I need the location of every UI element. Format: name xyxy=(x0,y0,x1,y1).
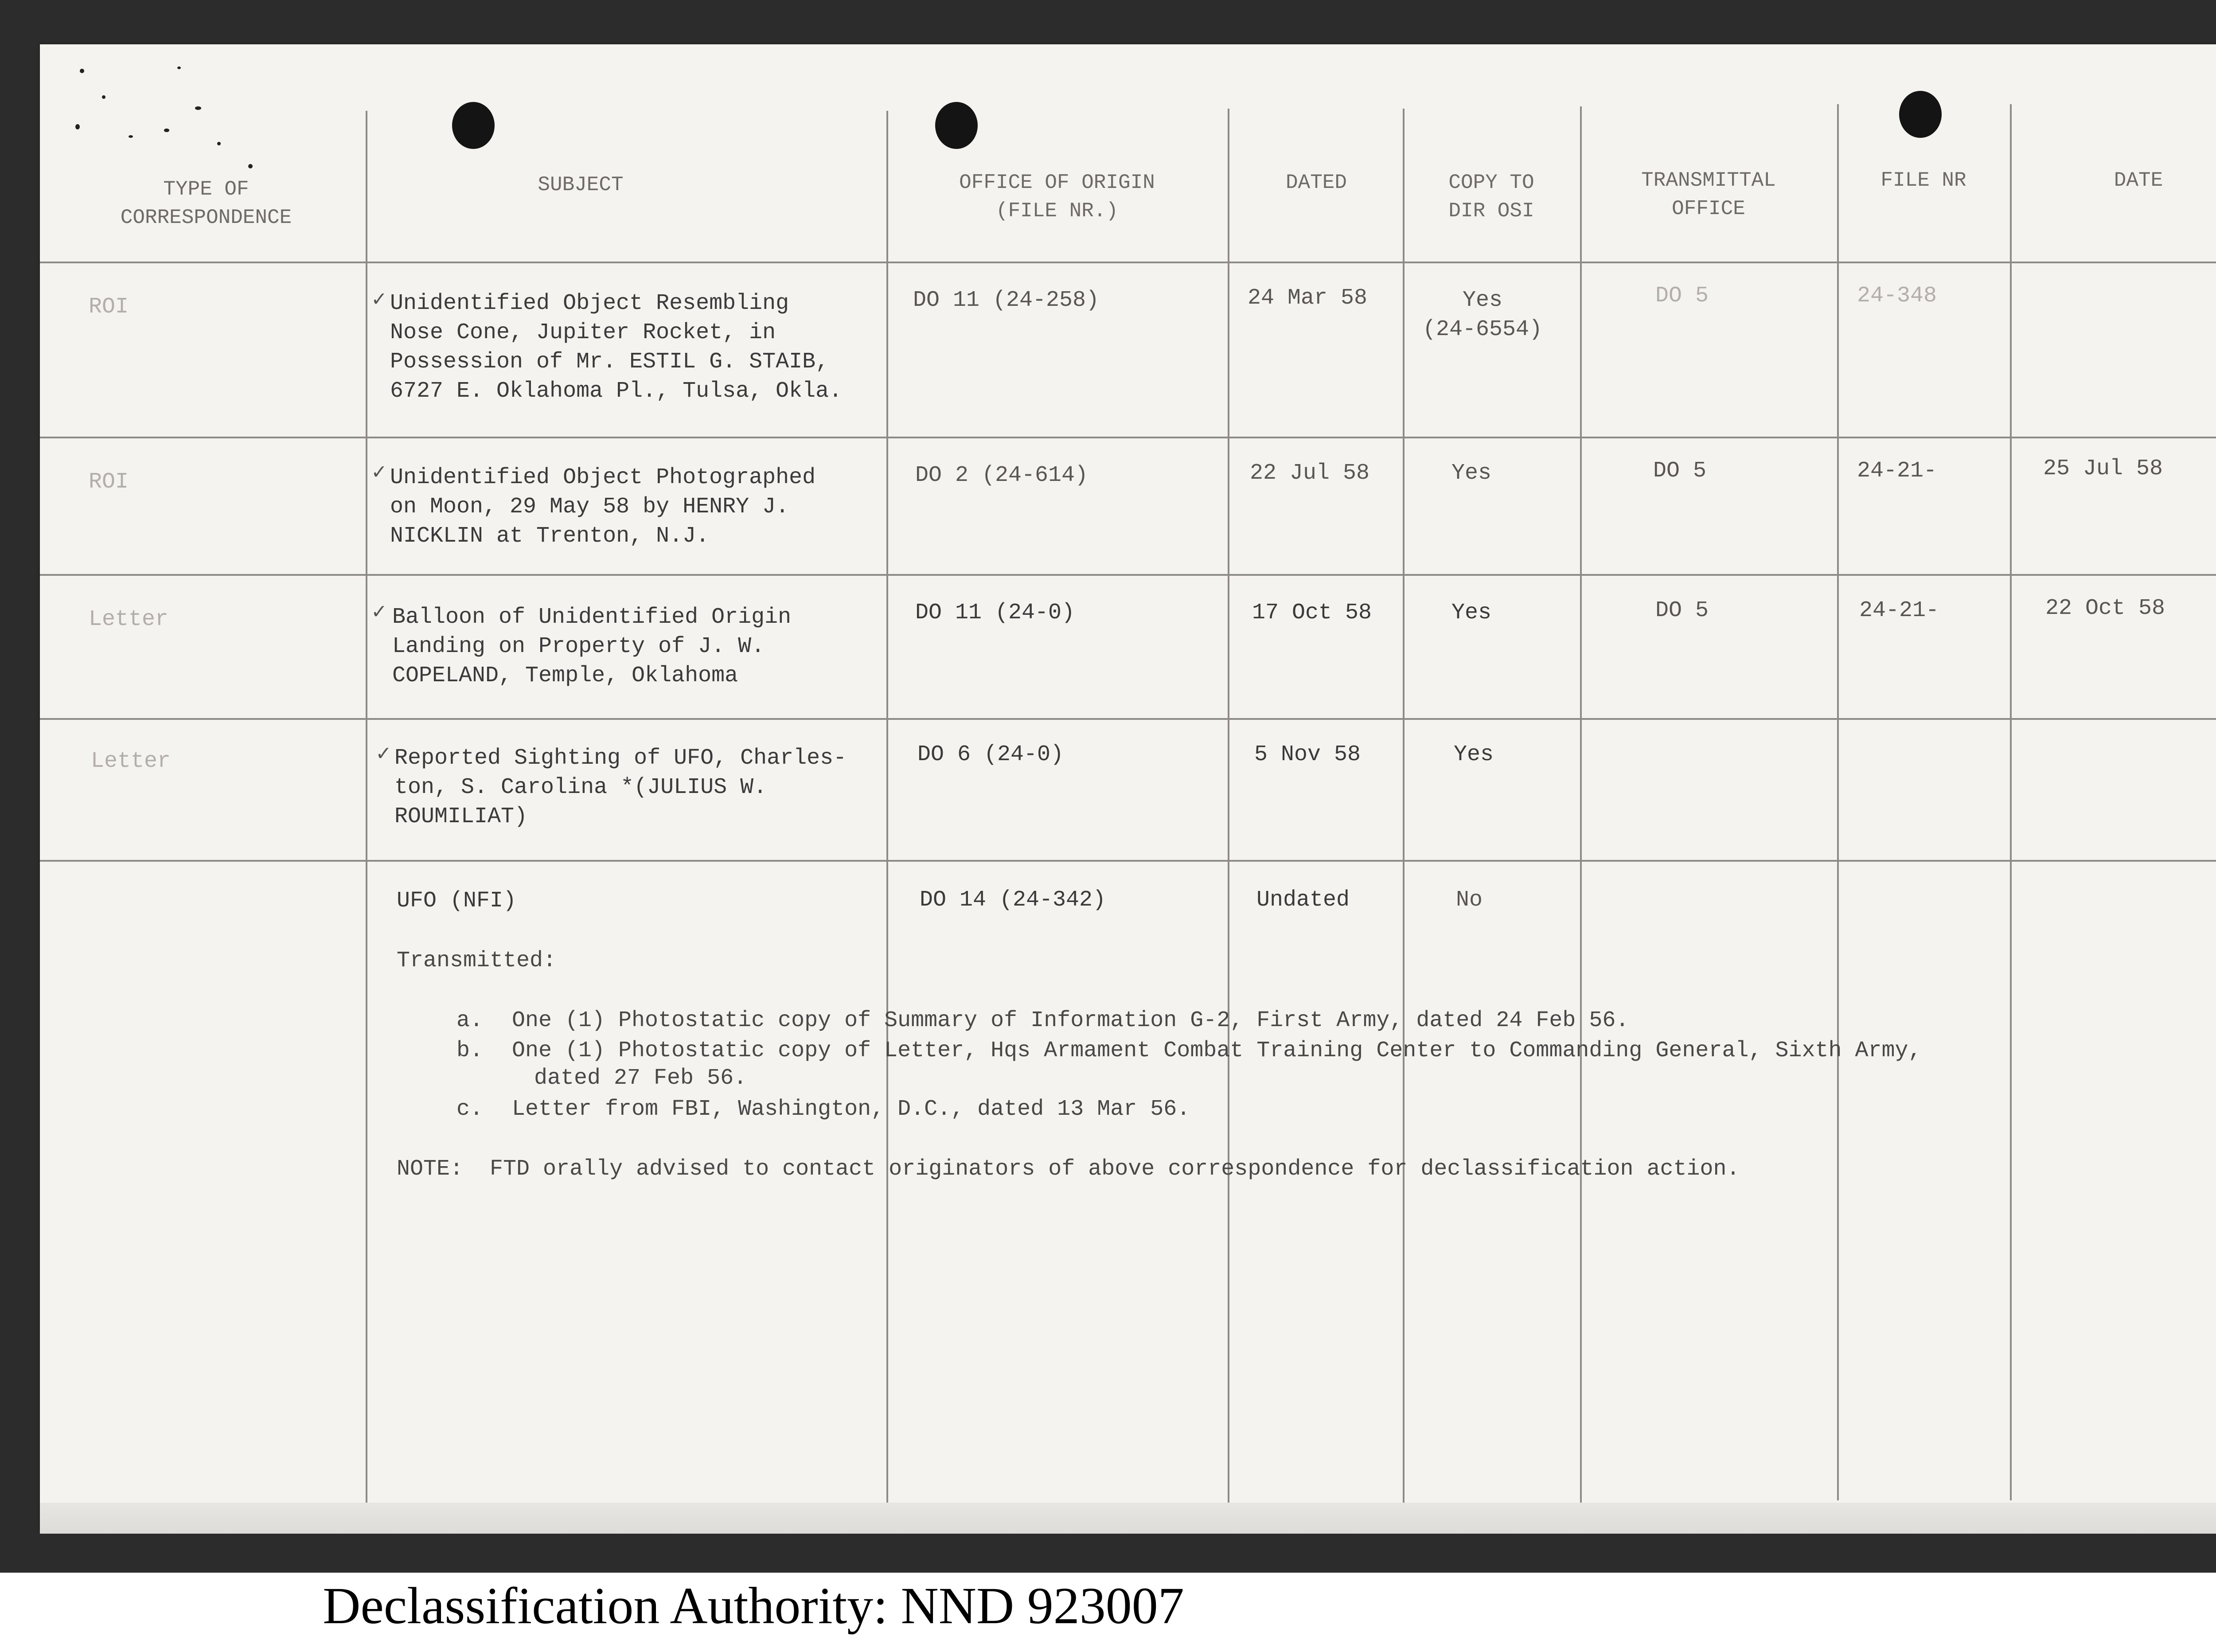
row2-copy: Yes xyxy=(1451,461,1492,486)
header-transmittal-office: TRANSMITTAL OFFICE xyxy=(1641,169,1776,220)
row1-copy: Yes (24-6554) xyxy=(1423,288,1543,342)
row3-subject: Balloon of Unidentified Origin Landing on Property of J. W. COPELAND, Temple, Oklahoma xyxy=(392,605,792,688)
item-b-letter: b. xyxy=(456,1038,484,1063)
column-divider xyxy=(1580,106,1582,1503)
row-divider xyxy=(40,262,2216,263)
row4-subject: Reported Sighting of UFO, Charles- ton, S. Carolina *(JULIUS W. ROUMILIAT) xyxy=(394,746,847,829)
row4-check-icon: ✓ xyxy=(377,742,390,767)
row2-file-nr: 24-21- xyxy=(1857,458,1937,484)
row4-copy: Yes xyxy=(1454,742,1494,767)
row1-dated: 24 Mar 58 xyxy=(1248,285,1368,311)
row1-check-icon: ✓ xyxy=(372,288,386,313)
column-divider xyxy=(886,111,888,1507)
item-a-letter: a. xyxy=(456,1008,484,1033)
row3-office: DO 11 (24-0) xyxy=(915,600,1075,625)
row-divider xyxy=(40,718,2216,720)
last-row-copy: No xyxy=(1456,887,1483,913)
row4-dated: 5 Nov 58 xyxy=(1254,742,1361,767)
item-a-text: One (1) Photostatic copy of Summary of Information G-2, First Army, dated 24 Feb 56. xyxy=(512,1008,1629,1033)
header-copy-to: COPY TO DIR OSI xyxy=(1448,171,1534,223)
row2-check-icon: ✓ xyxy=(372,461,386,486)
row2-date: 25 Jul 58 xyxy=(2043,456,2163,481)
row4-office: DO 6 (24-0) xyxy=(917,742,1064,767)
bottom-shadow-band xyxy=(40,1503,2216,1534)
row1-type: ROI xyxy=(89,294,129,320)
row1-transmittal: DO 5 xyxy=(1655,283,1709,309)
header-date: DATE xyxy=(2114,169,2163,192)
row1-office: DO 11 (24-258) xyxy=(913,288,1100,313)
punch-hole xyxy=(1899,91,1942,138)
note-text: NOTE: FTD orally advised to contact originators of above correspondence for declassification action. xyxy=(397,1156,1740,1182)
item-b-continuation: dated 27 Feb 56. xyxy=(534,1066,747,1091)
row3-type: Letter xyxy=(89,607,169,632)
punch-hole xyxy=(935,102,978,149)
row3-transmittal: DO 5 xyxy=(1655,598,1709,623)
column-divider xyxy=(1837,104,1839,1500)
declassification-caption: Declassification Authority: NND 923007 xyxy=(323,1577,1184,1635)
row1-subject: Unidentified Object Resembling Nose Cone, Jupiter Rocket, in Possession of Mr. ESTIL G. STAIB, 6727 E. Oklahoma Pl., Tulsa, Okla. xyxy=(390,291,843,404)
item-c-text: Letter from FBI, Washington, D.C., dated 13 Mar 56. xyxy=(512,1097,1190,1122)
header-subject: SUBJECT xyxy=(538,173,624,196)
last-row-subject: UFO (NFI) xyxy=(397,888,517,914)
row3-copy: Yes xyxy=(1451,600,1492,625)
row3-date: 22 Oct 58 xyxy=(2045,596,2165,621)
header-dated: DATED xyxy=(1285,171,1347,194)
row-divider xyxy=(40,437,2216,438)
last-row-dated: Undated xyxy=(1256,887,1350,913)
row-divider xyxy=(40,574,2216,576)
column-divider xyxy=(2010,104,2012,1500)
column-divider xyxy=(366,111,367,1507)
header-file-nr: FILE NR xyxy=(1880,169,1966,192)
row-divider xyxy=(40,860,2216,862)
column-divider xyxy=(1228,109,1229,1505)
item-b-text: One (1) Photostatic copy of Letter, Hqs Armament Combat Training Center to Commanding General, Sixth Army, xyxy=(512,1038,1922,1063)
punch-hole xyxy=(452,102,495,149)
row2-subject: Unidentified Object Photographed on Moon, 29 May 58 by HENRY J. NICKLIN at Trenton, N.J. xyxy=(390,465,816,549)
row3-file-nr: 24-21- xyxy=(1859,598,1939,623)
row2-office: DO 2 (24-614) xyxy=(915,463,1088,488)
row4-type: Letter xyxy=(91,749,171,774)
header-type-of-correspondence: TYPE OF CORRESPONDENCE xyxy=(120,178,292,229)
item-c-letter: c. xyxy=(456,1097,484,1122)
transmitted-label: Transmitted: xyxy=(397,948,557,973)
row3-dated: 17 Oct 58 xyxy=(1252,600,1372,625)
last-row-office: DO 14 (24-342) xyxy=(920,887,1106,913)
row2-dated: 22 Jul 58 xyxy=(1250,461,1370,486)
row2-type: ROI xyxy=(89,469,129,495)
header-office-of-origin: OFFICE OF ORIGIN (FILE NR.) xyxy=(959,171,1155,223)
row2-transmittal: DO 5 xyxy=(1653,458,1707,484)
document-sheet xyxy=(40,44,2216,1529)
column-divider xyxy=(1403,109,1405,1505)
row3-check-icon: ✓ xyxy=(372,600,386,625)
row1-file-nr: 24-348 xyxy=(1857,283,1937,309)
